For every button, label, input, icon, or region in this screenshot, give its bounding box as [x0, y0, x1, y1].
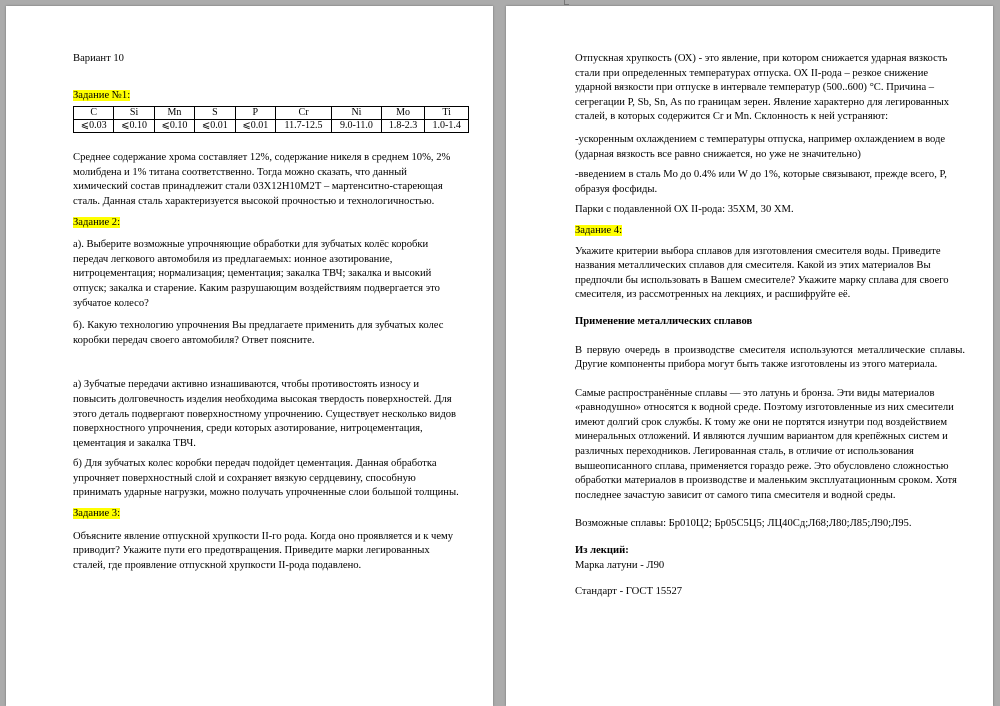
- from-lectures-label: Из лекций:: [575, 545, 629, 557]
- table-header-row: [74, 107, 469, 120]
- table-header-cell: Si: [114, 107, 154, 120]
- table-value-cell: ⩽0.01: [195, 120, 235, 133]
- table-value-cell: ⩽0.01: [235, 120, 275, 133]
- alloys-paragraph-1: В первую очередь в производстве смесителя используются металлические сплавы. Другие компоненты прибора могут быть также изготовлены из этого материала.: [575, 344, 965, 371]
- task-3-answer-definition: Отпускная хрупкость (ОХ) - это явление, при котором снижается ударная вязкость стали при определенных температурах отпуска. ОХ II-рода – резкое снижение ударной вязкости при отпуске в интервале температур (500..600) °С. Причина – сегрегации P, Sb, Sn, As по границам зерен. Явление характерно для легированных сталей, в которых содержится Cr и Mn. Склонность к ней устраняют:: [575, 53, 950, 123]
- table-header-cell: Ni: [332, 107, 382, 120]
- task-2-question-b: б). Какую технологию упрочнения Вы предлагаете применить для зубчатых колес коробки передач своего автомобиля? Ответ поясните.: [73, 320, 444, 346]
- task-4-question: Укажите критерии выбора сплавов для изготовления смесителя воды. Приведите названия металлических сплавов для смесителя. Какой из этих материалов Вы предпочли бы использовать в Вашем смесителе? Укажите марку сплава для своего смесителя, из рассмотренных на лекциях, и расшифруйте её.: [575, 245, 949, 301]
- standard-reference: Стандарт - ГОСТ 15527: [575, 586, 683, 598]
- table-value-cell: ⩽0.10: [114, 120, 154, 133]
- table-value-row: [74, 120, 469, 133]
- task-3-heading: [73, 507, 463, 522]
- task-3-question: Объясните явление отпускной хрупкости II-го рода. Когда оно проявляется и к чему приводит? Укажите пути его предотвращения. Приведите марки легированных сталей, где проявление отпускной хрупкости II-рода подавлено.: [73, 530, 454, 571]
- table-value-cell: 1.8-2.3: [381, 120, 425, 133]
- task-2-answer-b: б) Для зубчатых колес коробки передач подойдет цементация. Данная обработка упрочняет поверхностный слой и сохраняет вязкую сердцевину, способную принимать ударные нагрузки, можно получать упрочненные слои большой толщины.: [73, 458, 459, 499]
- table-value-cell: 1.0-1.4: [425, 120, 469, 133]
- brass-brand: Марка латуни - Л90: [575, 559, 665, 571]
- task-3-answer-grades: Парки с подавленной ОХ II-рода: 35ХМ, 30 ХМ.: [575, 204, 794, 216]
- chemical-composition-table: [73, 106, 469, 133]
- task-4-heading-text: Задание 4:: [575, 224, 623, 236]
- table-header-cell: S: [195, 107, 235, 120]
- table-header-cell: Mo: [381, 107, 425, 120]
- task-3-heading-text: Задание 3:: [73, 508, 121, 520]
- task-2-question-a: а). Выберите возможные упрочняющие обработки для зубчатых колёс коробки передач легкового автомобиля из предлагаемых: ионное азотирование, нитроцементация; нормализация; цементация; закалка ТВЧ; закалка и высокий отпуск; закалка и старение. Каким разрушающим воздействиям подвергается это зубчатое колесо?: [73, 239, 440, 309]
- task-2-heading-text: Задание 2:: [73, 216, 121, 228]
- section-title: Применение металлических сплавов: [575, 315, 753, 327]
- task-3-answer-bullet-2: -введением в сталь Mo до 0.4% или W до 1%, которые связывают, прежде всего, P, образуя фосфиды.: [575, 169, 947, 195]
- page-1-content: [73, 52, 463, 573]
- task-1-heading: [73, 89, 463, 104]
- variant-title: Вариант 10: [73, 53, 124, 64]
- task-2-answer-a: а) Зубчатые передачи активно изнашиваются, чтобы противостоять износу и повысить долговечность изделия необходима высокая твердость поверхностей. Для этого деталь подвергают поверхностному упрочнению. Существует несколько видов поверхностного упрочнения, среди которых азотирование, нитроцементация, цементация и закалка ТВЧ.: [73, 379, 457, 449]
- table-header-cell: Ti: [425, 107, 469, 120]
- possible-alloys: Возможные сплавы: Бр010Ц2; Бр05С5Ц5; ЛЦ40Сд;Л68;Л80;Л85;Л90;Л95.: [575, 518, 912, 530]
- task-1-heading-text: Задание №1:: [73, 89, 131, 101]
- table-value-cell: ⩽0.10: [154, 120, 194, 133]
- table-value-cell: 11.7-12.5: [275, 120, 331, 133]
- task-4-heading: [575, 224, 965, 239]
- table-header-cell: Mn: [154, 107, 194, 120]
- table-value-cell: 9.0-11.0: [332, 120, 382, 133]
- table-header-cell: P: [235, 107, 275, 120]
- table-header-cell: Cr: [275, 107, 331, 120]
- page-2-content: [575, 52, 965, 600]
- alloys-paragraph-2: Самые распространённые сплавы — это латунь и бронза. Эти виды материалов «равнодушно» относятся к водной среде. Поэтому изготовленные из них смесители имеют долгий срок службы. К тому же они не портятся изнутри под воздействием минеральных отложений. И являются лучшим вариантом для крепёжных систем и различных переходников. Легированная сталь, в отличие от использования вышеописанного сплава, применяется гораздо реже. Это обусловлено сложностью обработки материалов в производстве и маленьким эксплуатационным сроком. Хотя последнее зачастую зависит от самого типа смесителя и водной среды.: [575, 387, 957, 501]
- table-value-cell: ⩽0.03: [74, 120, 114, 133]
- document-page-1: [6, 6, 493, 706]
- table-header-cell: C: [74, 107, 114, 120]
- task-2-heading: [73, 216, 463, 231]
- task-1-answer: Среднее содержание хрома составляет 12%, содержание никеля в среднем 10%, 2% молибдена и 1% титана соответственно. Тогда можно сказать, что данный химический состав принадлежит стали 03Х12Н10М2Т – мартенситно-стареющая сталь. Данная сталь характеризуется высокой прочностью и технологичностью.: [73, 152, 451, 207]
- task-3-answer-bullet-1: -ускоренным охлаждением с температуры отпуска, например охлаждением в воде (ударная вязкость все равно снижается, но уже не значительно): [575, 133, 946, 160]
- document-page-2: [506, 6, 993, 706]
